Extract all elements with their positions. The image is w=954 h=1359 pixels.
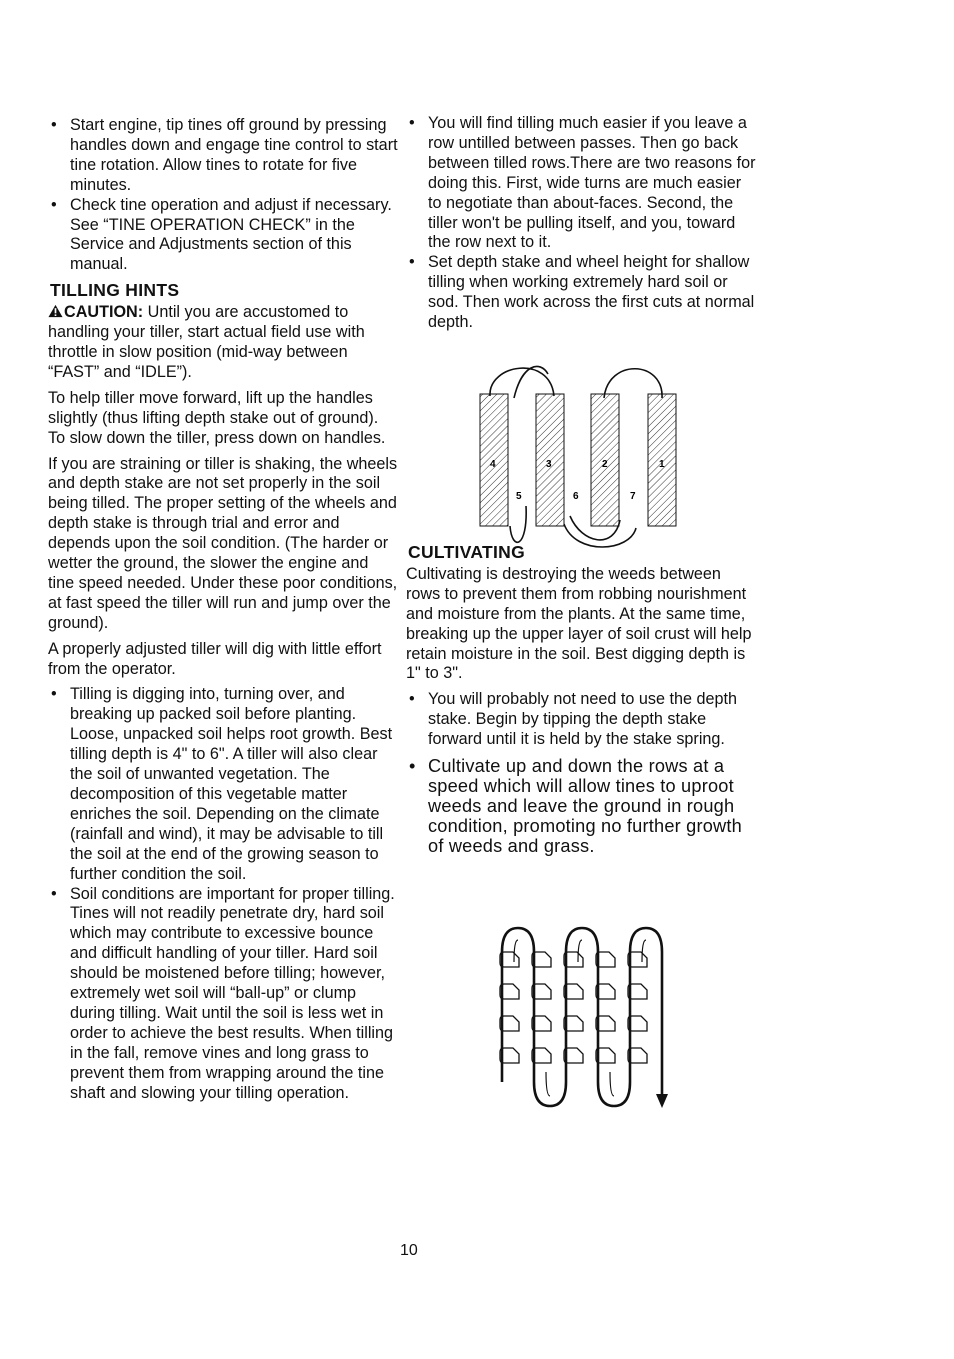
page-number: 10 xyxy=(400,1242,418,1259)
warning-triangle-icon xyxy=(48,304,63,318)
list-item: • Check tine operation and adjust if necessary. See “TINE OPERATION CHECK” in the Service and Adjustments section of this manual. xyxy=(48,196,398,276)
left-column xyxy=(48,116,398,1110)
row-label: 1 xyxy=(659,459,665,470)
cultivating-heading: CULTIVATING xyxy=(408,541,526,562)
row-label: 6 xyxy=(573,491,579,502)
row-label: 3 xyxy=(546,459,552,470)
cultivating-pattern-diagram xyxy=(494,922,684,1114)
list-item: • Set depth stake and wheel height for shallow tilling when working extremely hard soil or sod. Then work across the first cuts at normal depth. xyxy=(406,253,758,333)
straining-paragraph: If you are straining or tiller is shaking, the wheels and depth stake are not set properly in the soil being tilled. The proper setting of the wheels and depth stake is through trial and error and depends upon the soil condition. (The harder or wetter the ground, the slower the engine and tine speed needed. Under these poor conditions, at fast speed the tiller will run and jump over the ground). xyxy=(48,454,398,632)
list-item: • Soil conditions are important for proper tilling. Tines will not readily penetrate dry, hard soil which may contribute to excessive bounce and difficult handling of your tiller. Hard soil should be moistened before tilling; however, extremely wet soil will “ball-up” or clump during tilling. Wait until the soil is less wet in order to achieve the best results. When tilling in the fall, remove vines and long grass to prevent them from wrapping around the tine shaft and slowing your tilling operation. xyxy=(48,885,398,1104)
tilling-pattern-diagram xyxy=(464,356,686,554)
cultivating-list xyxy=(406,690,758,750)
list-item: • You will probably not need to use the depth stake. Begin by tipping the depth stake forward until it is held by the stake spring. xyxy=(406,690,758,750)
help-forward-paragraph: To help tiller move forward, lift up the handles slightly (thus lifting depth stake out of ground). To slow down the tiller, press down on handles. xyxy=(48,388,386,447)
turn-path-bottom-left xyxy=(510,506,526,542)
properly-adjusted-paragraph: A properly adjusted tiller will dig with little effort from the operator. xyxy=(48,639,382,678)
tilling-notes-list xyxy=(48,685,398,1103)
plant-grid xyxy=(500,952,647,1063)
tilling-hints-heading: TILLING HINTS xyxy=(50,280,180,301)
list-item: • You will find tilling much easier if you leave a row untilled between passes. Then go back between tilled rows.There are two reasons for doing this. First, wide turns are much easier to negotiate than about-faces. Second, the tiller won't be pulling itself, and you, toward the row next to it. xyxy=(406,114,758,253)
arrow-down-icon xyxy=(656,1094,668,1108)
row-label: 4 xyxy=(490,459,496,470)
cultivating-intro: Cultivating is destroying the weeds between rows to prevent them from robbing nourishment and moisture from the plants. At the same time, breaking up the upper layer of soil crust will help retain moisture in the soil. Best digging depth is 1" to 3". xyxy=(406,564,752,683)
turn-path-bottom-wide xyxy=(564,524,636,547)
caution-label: CAUTION: xyxy=(64,303,144,322)
tilling-tips-list xyxy=(406,114,758,333)
caution-paragraph xyxy=(48,303,398,383)
row-label: 5 xyxy=(516,491,522,502)
list-item: • Start engine, tip tines off ground by pressing handles down and engage tine control to start tine rotation. Allow tines to rotate for five minutes. xyxy=(48,116,398,196)
cultivation-path xyxy=(502,928,662,1106)
list-item: • Tilling is digging into, turning over, and breaking up packed soil before planting. Loose, unpacked soil helps root growth. Best tilling depth is 4" to 6". A tiller will also clear the soil of unwanted vegetation. The decomposition of this vegetable matter enriches the soil. Depending on the climate (rainfall and wind), it may be advisable to till the soil at the end of the growing season to further condition the soil. xyxy=(48,685,398,884)
row-label: 2 xyxy=(602,459,608,470)
caution-text: Until you are accustomed to handling your tiller, start actual field use with throttle in slow position (mid-way between “FAST” and “IDLE”). xyxy=(48,303,365,381)
turn-path-top-inner xyxy=(514,366,548,398)
list-item: • Cultivate up and down the rows at a speed which will allow tines to uproot weeds and leave the ground in rough condition, promoting no further growth of weeds and grass. xyxy=(406,756,758,856)
row-label: 7 xyxy=(630,491,636,502)
setup-steps-list xyxy=(48,116,398,275)
turn-path-top-left xyxy=(490,368,554,396)
cultivating-list-large xyxy=(406,756,758,856)
